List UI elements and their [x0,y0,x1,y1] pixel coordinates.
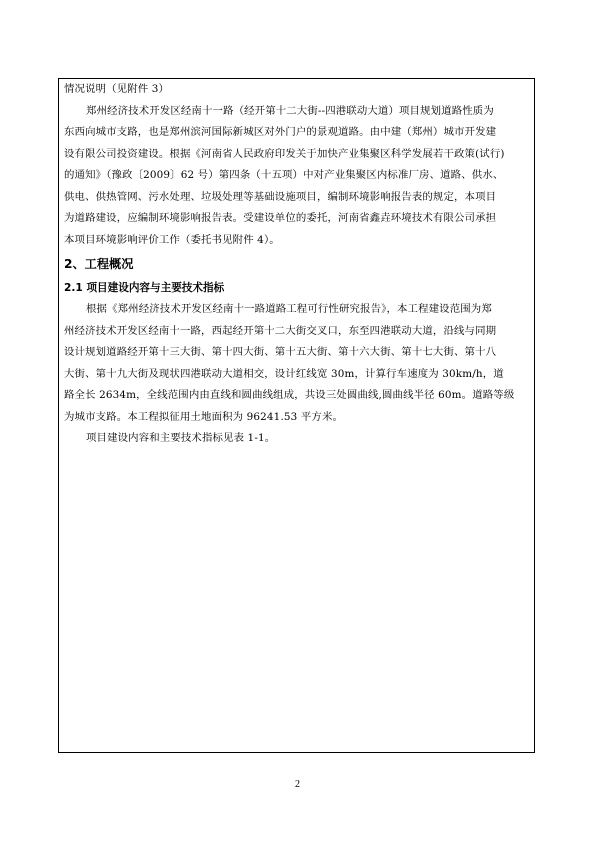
intro-line: 本项目环境影响评价工作（委托书见附件 4）。 [64,233,280,246]
body-line: 根据《郑州经济技术开发区经南十一路道路工程可行性研究报告》，本工程建设范围为郑 [86,303,492,315]
subsection-title: 2.1 项目建设内容与主要技术指标 [64,282,225,294]
intro-line: 的通知》（豫政〔2009〕62 号）第四条（十五项）中对产业集聚区内标准厂房、道路、供水、 [64,169,504,181]
intro-line: 郑州经济技术开发区经南十一路（经开第十二大街--四港联动大道）项目规划道路性质为 [86,104,494,117]
intro-line: 设有限公司投资建设。根据《河南省人民政府印发关于加快产业集聚区科学发展若干政策(试行) [64,147,505,160]
content-frame [58,78,535,753]
intro-line: 供电、供热管网、污水处理、垃圾处理等基础设施项目，编制环境影响报告表的规定，本项目 [64,190,497,203]
intro-line: 东西向城市支路，也是郑州滨河国际新城区对外门户的景观道路。由中建（郑州）城市开发建 [64,126,497,138]
section-title: 2、工程概况 [64,257,134,271]
body-line: 大街、第十九大街及现状四港联动大道相交，设计红线宽 30m，计算行车速度为 30km/h，道 [64,367,504,380]
intro-heading: 情况说明（见附件 3） [64,83,170,95]
document-body [64,79,530,450]
closing-line: 项目建设内容和主要技术指标见表 1-1。 [86,432,276,444]
body-line: 州经济技术开发区经南十一路，西起经开第十二大街交叉口，东至四港联动大道，沿线与同期 [64,324,497,337]
page-number: 2 [295,779,300,790]
body-line: 为城市支路。本工程拟征用土地面积为 96241.53 平方米。 [64,410,344,423]
body-line: 设计规划道路经开第十三大街、第十四大街、第十五大街、第十六大街、第十七大街、第十八 [64,346,497,358]
body-line: 路全长 2634m，全线范围内由直线和圆曲线组成，共设三处圆曲线,圆曲线半径 60m。道路等级 [64,389,515,401]
intro-line: 为道路建设，应编制环境影响报告表。受建设单位的委托，河南省鑫垚环境技术有限公司承担 [64,212,497,224]
